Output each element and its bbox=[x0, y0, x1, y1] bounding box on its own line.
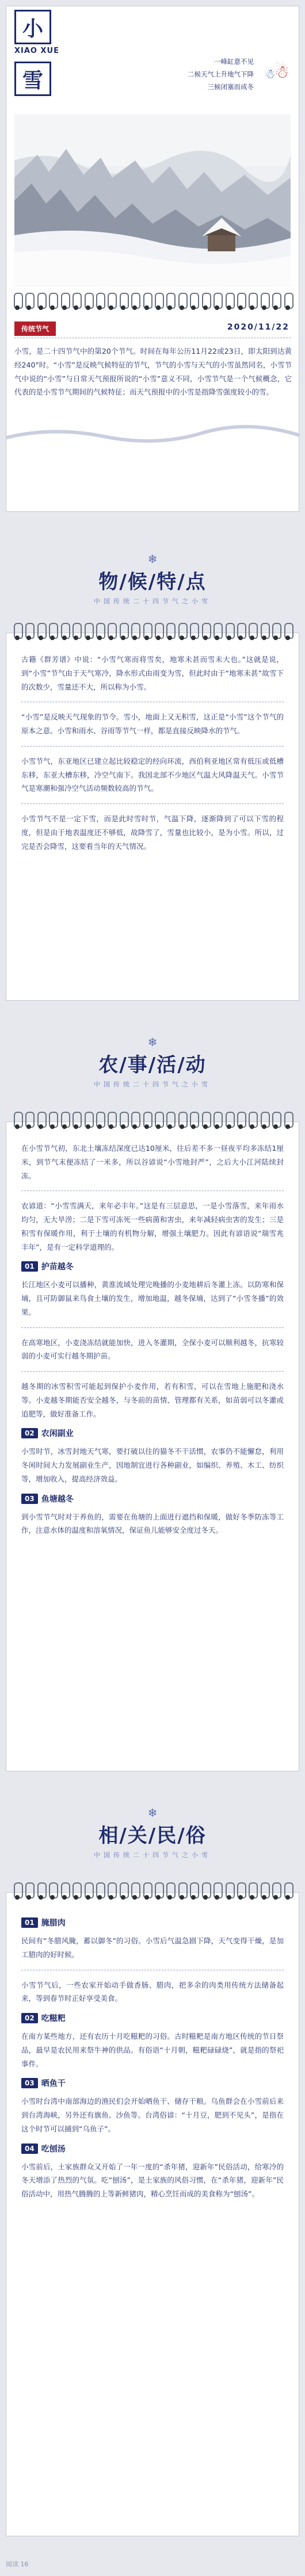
poem-line-3: 三候闭塞而成冬 bbox=[207, 82, 254, 91]
binder-rings bbox=[13, 1882, 292, 1903]
customs-sub1-p: 民间有“冬腊风腌，蓄以御冬”的习俗。小雪后气温急剧下降，天气变得干燥，是加工腊肉的好时候。 bbox=[21, 1936, 284, 1959]
farming-sub2-label: 农闲副业 bbox=[41, 1429, 74, 1439]
farming-sub3: 03 鱼塘越冬 bbox=[21, 1493, 284, 1505]
binder-rings bbox=[13, 623, 292, 644]
phenology-p1: 古籍《群芳谱》中说：“小雪气寒而将雪矣，地寒未甚而雪未大也。”这就是说，到“小雪”节气由于天气寒冷，降水形式由雨变为雪，但此时由于“地寒未甚”故雪下的次数少，雪量还不大，所以称为小雪。 bbox=[21, 655, 284, 691]
date: 2020/11/22 bbox=[227, 323, 289, 332]
farming-sub2-p1: 小雪时节，冰雪封地天气寒，要打破以往的猫冬不干活惯，农事仍不能懈怠，利用冬闲时间大力发展副业生产，因地制宜进行各种副业，如编织、养殖、木工、纺织等，增加收入，提高经济效益。 bbox=[21, 1447, 284, 1483]
pinyin: XIAO XUE bbox=[14, 47, 59, 55]
read-count: 阅读 16 bbox=[6, 2560, 29, 2568]
farming-sub1-p2: 在高寒地区，小麦浇冻结就能加快，进入冬灌期，全保小麦可以顺利越冬，抗寒较弱的小麦可实行越冬期护苗。 bbox=[21, 1338, 284, 1361]
customs-sub3: 03 晒鱼干 bbox=[21, 2077, 284, 2089]
customs-sub4-p: 小雪前后，土家族群众又开始了一年一度的“杀年猪，迎新年”民俗活动，给寒冷的冬天增添了热烈的气氛。吃“刨汤”，是土家族的风俗习惯，在“杀年猪，迎新年”民俗活动中，用热气腾腾的上等新鲜猪肉，精心烹饪而成的美食称为“刨汤”。 bbox=[21, 2162, 284, 2198]
farming-subtitle: 中国传统二十四节气之小雪 bbox=[94, 1081, 211, 1088]
farming-sub1: 01 护苗越冬 bbox=[21, 1261, 284, 1272]
customs-title: 相/关/民/俗 bbox=[98, 1824, 207, 1847]
phenology-header bbox=[0, 552, 305, 606]
farming-card bbox=[6, 1122, 299, 1771]
customs-sub1-label: 腌腊肉 bbox=[41, 1919, 66, 1928]
customs-subtitle: 中国传统二十四节气之小雪 bbox=[94, 1851, 211, 1859]
customs-card bbox=[6, 1892, 299, 2536]
binder-rings bbox=[13, 1112, 292, 1132]
farming-sub3-label: 鱼塘越冬 bbox=[41, 1494, 74, 1504]
customs-sub2: 02 吃糍粑 bbox=[21, 2012, 284, 2024]
farming-title: 农/事/活/动 bbox=[98, 1054, 207, 1077]
farming-p1: 在小雪节气初，东北土壤冻结深度已达10厘米，往后差不多一昼夜平均多冻结1厘米，到节气末便冻结了一米多，所以谷谚说“小雪地封严”，之后大小江河陆续封冻。 bbox=[21, 1144, 284, 1180]
phenology-p4: 小雪节气不是一定下雪，而是此时雪时节，气温下降，逐渐降到了可以下雪的程度，但是由于地表温度还不够低，故降雪了，雪量也比较小，是为小雪。所以，过完是否会降雪，这要看当年的天气情况。 bbox=[21, 814, 284, 851]
poem bbox=[188, 56, 254, 94]
phenology-subtitle: 中国传统二十四节气之小雪 bbox=[94, 598, 211, 605]
title-char-1: 小 bbox=[22, 17, 43, 41]
title-box-2 bbox=[14, 62, 51, 96]
farming-sub1-label: 护苗越冬 bbox=[41, 1262, 74, 1272]
phenology-card bbox=[6, 633, 299, 1001]
snow-landscape-image bbox=[14, 114, 291, 287]
farming-sub1-p1: 长江地区小麦可以播种，黄淮流域处理完晚播的小麦地耕后冬灌上冻。以防寒和保墒，且可防御鼠来鸟食土壤的发生，增加地温，越冬保墒，达到了“小雪冬播”的效果。 bbox=[21, 1280, 284, 1316]
farming-p2: 农谚道：“小雪雪满天，来年必丰年。”这是有三层意思，一是小雪落雪，来年雨水均匀，无大旱涝；二是下雪可冻死一些病菌和害虫，来年减轻病虫害的发生；三是积雪有保暖作用，利于土壤的有机物分解，增强土壤肥力。因此有谚语说“瑞雪兆丰年”，是有一定科学道理的。 bbox=[21, 1201, 284, 1251]
snow-decoration bbox=[6, 420, 300, 443]
customs-sub1-p2: 小雪节气后，一些农家开始动手做香肠、腊肉，把多余的肉类用传统方法储备起来，等到春节时正好享受美食。 bbox=[21, 1980, 284, 2003]
snowflake-icon: ❄ bbox=[147, 1806, 158, 1820]
poem-line-2: 二候天气上升地气下降 bbox=[188, 70, 254, 78]
snowman-small-icon: ☃ bbox=[264, 67, 276, 82]
binder-rings bbox=[13, 293, 292, 313]
farming-sub3-p1: 到小雪节气时对于养鱼的，需要在鱼塘的上面进行遮挡和保暖，做好冬季防冻等工作，注意水体的温度和溶氧情况，保证鱼儿能够安全度过冬天。 bbox=[21, 1512, 284, 1535]
customs-sub4-label: 吃刨汤 bbox=[41, 2144, 66, 2154]
phenology-p3: 小雪节气，东亚地区已建立起比较稳定的经向环流，西伯利亚地区常有低压或低槽东移，东亚大槽东移，冷空气南下。我国北部不少地区气温大风降温天气。小雪节气是寒潮和强冷空气活动频数较高的节气。 bbox=[21, 756, 284, 793]
customs-sub4: 04 吃刨汤 bbox=[21, 2143, 284, 2154]
customs-header bbox=[0, 1806, 305, 1859]
farming-header bbox=[0, 1035, 305, 1089]
snowflake-icon: ❄ bbox=[147, 552, 158, 566]
intro-card bbox=[6, 6, 299, 512]
phenology-p2: “小雪”是反映天气现象的节令。雪小，地面上又无积雪，这正是“小雪”这个节气的原本之意。小雪和雨水、谷雨等节气一样，都是直接反映降水的节气。 bbox=[21, 713, 284, 735]
farming-sub2: 02 农闲副业 bbox=[21, 1427, 284, 1439]
title-char-2: 雪 bbox=[22, 68, 43, 93]
title-box-1 bbox=[14, 10, 51, 44]
snowman-icon: ☃ bbox=[274, 62, 289, 82]
customs-sub3-p: 小雪时台湾中南部海边的渔民们会开始晒鱼干、储存干粮。乌鱼群会在小雪前后来到台湾海峡，另外还有旗鱼、沙鱼等。台湾俗谚：“十月豆，肥到不见头”，是指在这个时节可以捕到“乌鱼子”。 bbox=[21, 2097, 284, 2133]
customs-sub2-p: 在南方某些地方，还有农历十月吃糍粑的习俗。古时糍粑是南方地区传统的节日祭品，最早是农民用来祭牛神的供品。有俗语“十月朝，糍粑碌碌烧”，就是指的祭祀事件。 bbox=[21, 2032, 284, 2068]
poem-line-1: 一峰缸意不见 bbox=[214, 58, 254, 66]
snowflake-icon: ❄ bbox=[147, 1035, 158, 1049]
intro-text: 小雪，是二十四节气中的第20个节气。时间在每年公历11月22或23日，即太阳到达黄经240°时。“小雪”是反映气候特征的节气，节气的小雪与天气的小雪虽然同名，小雪节气中说的“小雪”与日常天气预报所说的“小雪”意义不同，小雪节气是一个气候概念，它代表的是小雪节气期间的气候特征；而天气预报中的小雪是指降雪强度较小的雪。 bbox=[14, 347, 292, 397]
tag-badge: 传统节气 bbox=[14, 321, 56, 336]
customs-sub2-label: 吃糍粑 bbox=[41, 2014, 66, 2023]
farming-sub1-p3: 越冬期的冰雪积雪可能起到保护小麦作用，若有积雪，可以在雪地上施肥和浇水等。小麦越冬期能否安全越冬，与冬前的苗情、管理都有关系，如苗弱可以冬灌或追肥等，做好准备工作。 bbox=[21, 1382, 284, 1418]
customs-sub3-label: 晒鱼干 bbox=[41, 2079, 66, 2089]
phenology-title: 物/候/特/点 bbox=[98, 571, 207, 594]
customs-sub1: 01 腌腊肉 bbox=[21, 1917, 284, 1928]
